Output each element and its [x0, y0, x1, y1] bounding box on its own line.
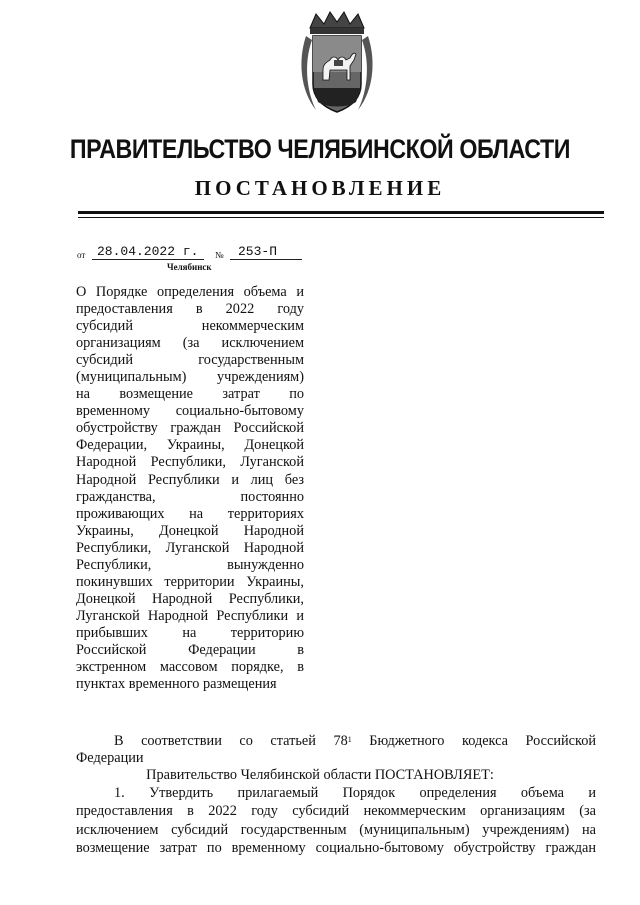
subject-line: обустройству граждан Российской [76, 420, 304, 437]
subject-line: (муниципальным) учреждениям) [76, 369, 304, 386]
subject-line: Донецкой Народной Республики, [76, 590, 304, 607]
header-divider-thick [78, 211, 604, 214]
subject-line: Народной Республики, Луганской [76, 454, 304, 471]
subject-line: Луганской Народной Республики и [76, 607, 304, 624]
chelyabinsk-coat-of-arms-icon [296, 10, 378, 120]
clause-1-line: предоставления в 2022 году субсидий некоммерческим организациям (за [76, 803, 596, 820]
date-underline [92, 259, 204, 260]
preamble-line-1: В соответствии со статьей $78^1$ Бюджетного кодекса Российской [114, 733, 597, 749]
preamble [76, 733, 596, 767]
subject-line: Украины, Донецкой Народной [76, 522, 304, 539]
city-label: Челябинск [167, 262, 212, 272]
subject-line: Российской Федерации в [76, 641, 304, 658]
clause-1-line: исключением субсидий государственным (муниципальным) учреждениям) на [76, 821, 596, 838]
subject-line: О Порядке определения объема и [76, 284, 304, 300]
subject-line: Федерации, Украины, Донецкой [76, 437, 304, 454]
subject-line: прибывших на территорию [76, 624, 304, 641]
clause-1-line: возмещение затрат по временному социально-бытовому обустройству граждан [76, 839, 596, 856]
government-title: ПРАВИТЕЛЬСТВО ЧЕЛЯБИНСКОЙ ОБЛАСТИ [69, 134, 571, 164]
document-type: ПОСТАНОВЛЕНИЕ [194, 176, 446, 200]
clause-1 [76, 784, 596, 857]
header-divider-thin [78, 217, 604, 218]
subject-line: субсидий некоммерческим [76, 318, 304, 335]
subject-line: пунктах временного размещения [76, 676, 277, 693]
subject-line: Республики, вынужденно [76, 556, 304, 573]
subject-line: на возмещение затрат по [76, 386, 304, 403]
clause-1-line: 1. Утвердить прилагаемый Порядок определения объема и [114, 785, 596, 801]
subject-line: субсидий государственным [76, 352, 304, 369]
subject-line: покинувших территории Украины, [76, 573, 304, 590]
subject-line: организациям (за исключением [76, 335, 304, 352]
subject-line: проживающих на территориях [76, 505, 304, 522]
subject-line: Республики, Луганской Народной [76, 539, 304, 556]
date-prefix: от [77, 250, 86, 260]
document-subject [76, 284, 304, 693]
document-number: 253-П [238, 244, 278, 259]
number-prefix: № [215, 250, 224, 260]
subject-line: предоставления в 2022 году [76, 301, 304, 318]
preamble-line-2: Федерации [76, 750, 144, 766]
document-date: 28.04.2022 г. [97, 244, 199, 259]
decree-statement: Правительство Челябинской области ПОСТАНОВЛЯЕТ: [146, 767, 494, 783]
subject-line: временному социально-бытовому [76, 403, 304, 420]
subject-line: Народной Республики и лиц без [76, 471, 304, 488]
subject-line: гражданства, постоянно [76, 488, 304, 505]
subject-line: экстренном массовом порядке, в [76, 659, 304, 676]
number-underline [230, 259, 302, 260]
